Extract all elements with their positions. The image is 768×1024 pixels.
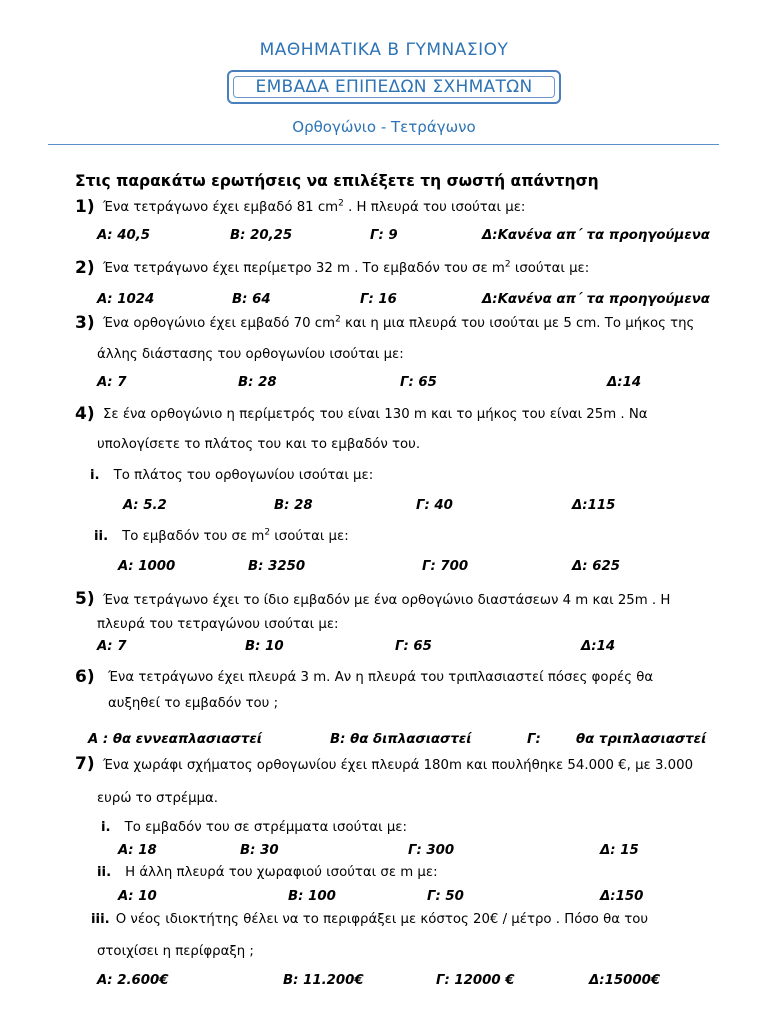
q7i-option-b[interactable]: Β: 30 bbox=[240, 843, 279, 858]
page-subtitle: ΕΜΒΑΔΑ ΕΠΙΠΕΔΩΝ ΣΧΗΜΑΤΩΝ bbox=[255, 77, 533, 97]
q2-option-a[interactable]: Α: 1024 bbox=[97, 292, 155, 307]
q1-option-b[interactable]: Β: 20,25 bbox=[230, 228, 293, 243]
q4-part-ii: ii. Το εμβαδόν του σε $m^2$ ισούται με: bbox=[94, 527, 349, 544]
q4i-option-d[interactable]: Δ:115 bbox=[572, 498, 616, 513]
q7-part-iii: iii. Ο νέος ιδιοκτήτης θέλει να το περιφράξει με κόστος 20€ / μέτρο . Πόσο θα του bbox=[91, 912, 649, 927]
q6-option-c[interactable]: Γ: bbox=[527, 732, 541, 747]
q7ii-option-c[interactable]: Γ: 50 bbox=[427, 889, 464, 904]
q6-option-c-text: θα τριπλασιαστεί bbox=[576, 732, 707, 747]
question-2-number: 2) bbox=[75, 258, 95, 278]
question-7-text-line2: ευρώ το στρέμμα. bbox=[97, 791, 219, 806]
q4-part-i: i. Το πλάτος του ορθογωνίου ισούται με: bbox=[90, 468, 374, 483]
q7i-option-c[interactable]: Γ: 300 bbox=[408, 843, 455, 858]
page-title: ΜΑΘΗΜΑΤΙΚΑ Β ΓΥΜΝΑΣΙΟΥ bbox=[259, 40, 509, 60]
question-6-text: Ένα τετράγωνο έχει πλευρά 3 m. Αν η πλευρά του τριπλασιαστεί πόσες φορές θα bbox=[108, 670, 654, 685]
q4i-option-c[interactable]: Γ: 40 bbox=[416, 498, 453, 513]
question-3-text-line2: άλλης διάστασης του ορθογωνίου ισούται με: bbox=[97, 347, 404, 362]
question-3-number: 3) bbox=[75, 313, 95, 333]
question-3-text: Ένα ορθογώνιο έχει εμβαδό 70 $cm^2$ και η μια πλευρά του ισούται με 5 cm. Το μήκος της bbox=[103, 314, 695, 331]
q4i-option-a[interactable]: Α: 5.2 bbox=[123, 498, 167, 513]
q5-option-c[interactable]: Γ: 65 bbox=[395, 639, 432, 654]
q5-option-a[interactable]: Α: 7 bbox=[97, 639, 127, 654]
question-4-number: 4) bbox=[75, 404, 95, 424]
q7i-option-a[interactable]: Α: 18 bbox=[118, 843, 157, 858]
q7iii-option-c[interactable]: Γ: 12000 € bbox=[436, 973, 515, 988]
q7iii-option-b[interactable]: Β: 11.200€ bbox=[283, 973, 364, 988]
q7iii-option-a[interactable]: Α: 2.600€ bbox=[97, 973, 169, 988]
q6-option-a[interactable]: Α : θα εννεαπλασιαστεί bbox=[88, 732, 262, 747]
q4ii-option-c[interactable]: Γ: 700 bbox=[422, 559, 469, 574]
header-divider bbox=[48, 144, 719, 145]
q3-option-d[interactable]: Δ:14 bbox=[607, 375, 642, 390]
q2-option-c[interactable]: Γ: 16 bbox=[360, 292, 397, 307]
q2-option-b[interactable]: Β: 64 bbox=[232, 292, 271, 307]
q3-option-c[interactable]: Γ: 65 bbox=[400, 375, 437, 390]
q4i-option-b[interactable]: Β: 28 bbox=[274, 498, 313, 513]
q1-option-d[interactable]: Δ:Κανένα απ΄ τα προηγούμενα bbox=[482, 228, 710, 243]
q3-option-b[interactable]: Β: 28 bbox=[238, 375, 277, 390]
q7ii-option-b[interactable]: Β: 100 bbox=[288, 889, 336, 904]
q4ii-option-a[interactable]: Α: 1000 bbox=[118, 559, 176, 574]
q1-option-c[interactable]: Γ: 9 bbox=[370, 228, 398, 243]
q2-option-d[interactable]: Δ:Κανένα απ΄ τα προηγούμενα bbox=[482, 292, 710, 307]
q7-part-iii-line2: στοιχίσει η περίφραξη ; bbox=[97, 944, 254, 959]
question-4-text: Σε ένα ορθογώνιο η περίμετρός του είναι 130 m και το μήκος του είναι 25m . Να bbox=[103, 407, 648, 422]
q7ii-option-d[interactable]: Δ:150 bbox=[600, 889, 644, 904]
topic-heading: Ορθογώνιο - Τετράγωνο bbox=[292, 118, 476, 136]
q7i-option-d[interactable]: Δ: 15 bbox=[600, 843, 639, 858]
question-7-number: 7) bbox=[75, 754, 95, 774]
question-1-text: Ένα τετράγωνο έχει εμβαδό 81 $cm^2$ . Η πλευρά του ισούται με: bbox=[103, 198, 526, 215]
question-5-number: 5) bbox=[75, 589, 95, 609]
instruction-text: Στις παρακάτω ερωτήσεις να επιλέξετε τη σωστή απάντηση bbox=[75, 172, 599, 190]
question-7-text: Ένα χωράφι σχήματος ορθογωνίου έχει πλευρά 180m και πουλήθηκε 54.000 €, με 3.000 bbox=[103, 758, 694, 773]
question-5-text: Ένα τετράγωνο έχει το ίδιο εμβαδόν με ένα ορθογώνιο διαστάσεων 4 m και 25m . Η bbox=[103, 593, 671, 608]
q4ii-option-d[interactable]: Δ: 625 bbox=[572, 559, 620, 574]
question-4-text-line2: υπολογίσετε το πλάτος του και το εμβαδόν του. bbox=[97, 437, 421, 452]
question-1-number: 1) bbox=[75, 197, 95, 217]
q7iii-option-d[interactable]: Δ:15000€ bbox=[589, 973, 661, 988]
question-6-text-line2: αυξηθεί το εμβαδόν του ; bbox=[108, 696, 279, 711]
q7-part-ii: ii. Η άλλη πλευρά του χωραφιού ισούται σε m με: bbox=[97, 865, 438, 880]
q7ii-option-a[interactable]: Α: 10 bbox=[118, 889, 157, 904]
q4ii-option-b[interactable]: Β: 3250 bbox=[248, 559, 306, 574]
q3-option-a[interactable]: Α: 7 bbox=[97, 375, 127, 390]
q5-option-b[interactable]: Β: 10 bbox=[245, 639, 284, 654]
q5-option-d[interactable]: Δ:14 bbox=[581, 639, 616, 654]
question-2-text: Ένα τετράγωνο έχει περίμετρο 32 m . Το εμβαδόν του σε $m^2$ ισούται με: bbox=[103, 259, 590, 276]
question-5-text-line2: πλευρά του τετραγώνου ισούται με: bbox=[97, 617, 339, 632]
question-6-number: 6) bbox=[75, 667, 95, 687]
q7-part-i: i. Το εμβαδόν του σε στρέμματα ισούται με: bbox=[101, 820, 407, 835]
q1-option-a[interactable]: Α: 40,5 bbox=[97, 228, 151, 243]
q6-option-b[interactable]: Β: θα διπλασιαστεί bbox=[330, 732, 472, 747]
